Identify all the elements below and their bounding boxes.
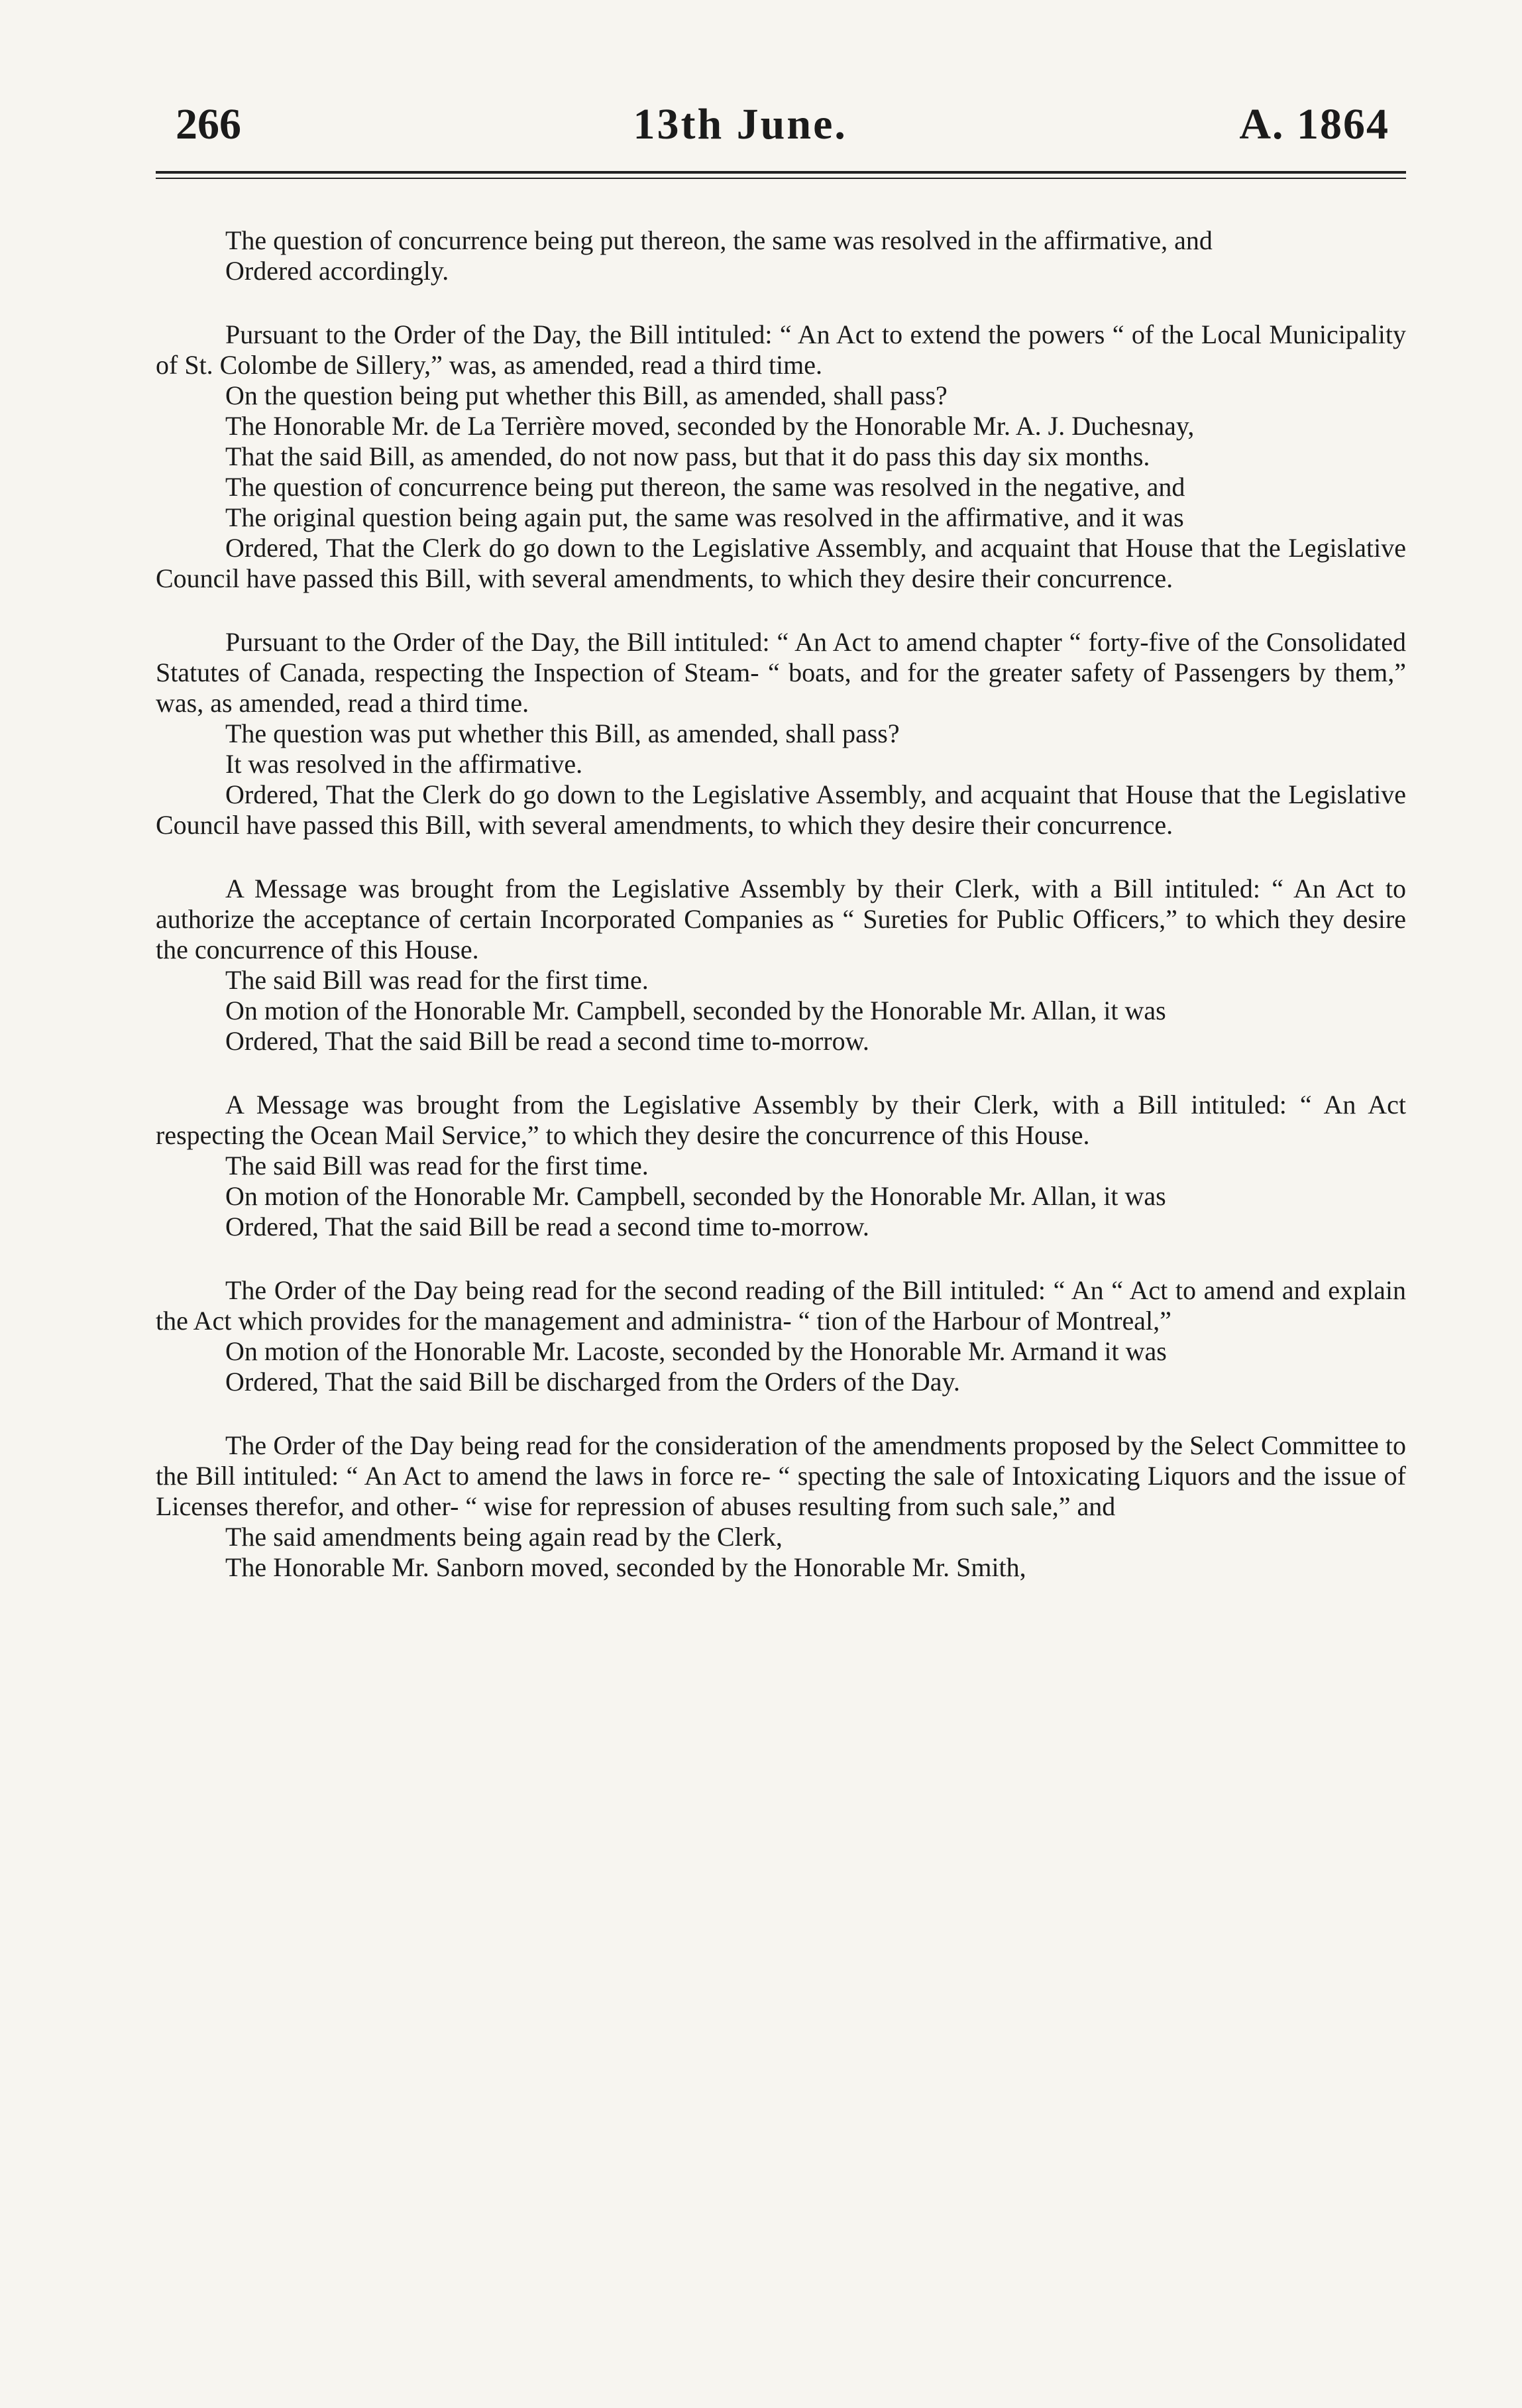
header-rule-thick bbox=[156, 171, 1406, 174]
paragraph-gap bbox=[156, 594, 1406, 627]
journal-body bbox=[156, 225, 1406, 1583]
header-date: 13th June. bbox=[633, 100, 847, 148]
journal-paragraph: On motion of the Honorable Mr. Campbell, seconded by the Honorable Mr. Allan, it was bbox=[225, 1181, 1166, 1211]
journal-paragraph: Ordered accordingly. bbox=[225, 256, 449, 286]
journal-paragraph: Ordered, That the said Bill be discharged from the Orders of the Day. bbox=[225, 1367, 960, 1397]
journal-paragraph: The question was put whether this Bill, as amended, shall pass? bbox=[225, 718, 900, 748]
journal-paragraph: The Honorable Mr. de La Terrière moved, seconded by the Honorable Mr. A. J. Duchesnay, bbox=[225, 411, 1195, 441]
journal-paragraph: The said Bill was read for the first time. bbox=[225, 1151, 649, 1180]
journal-paragraph: Pursuant to the Order of the Day, the Bill intituled: “ An Act to extend the powers “ of the Local Municipality of St. Colombe de Sillery,” was, as amended, read a third time. bbox=[156, 319, 1406, 380]
journal-paragraph: The Honorable Mr. Sanborn moved, seconded by the Honorable Mr. Smith, bbox=[225, 1552, 1026, 1582]
journal-paragraph: The question of concurrence being put thereon, the same was resolved in the negative, and bbox=[225, 472, 1185, 502]
header-rule-thin bbox=[156, 178, 1406, 179]
journal-paragraph: Pursuant to the Order of the Day, the Bill intituled: “ An Act to amend chapter “ forty-five of the Consolidated Statutes of Canada, respecting the Inspection of Steam- “ boats, and for the greater safety of Passengers by them,” was, as amended, read a third time. bbox=[156, 627, 1406, 718]
journal-paragraph: On motion of the Honorable Mr. Campbell, seconded by the Honorable Mr. Allan, it was bbox=[225, 996, 1166, 1025]
journal-paragraph: That the said Bill, as amended, do not now pass, but that it do pass this day six months. bbox=[225, 441, 1150, 471]
journal-paragraph: The original question being again put, the same was resolved in the affirmative, and it was bbox=[225, 502, 1184, 532]
page-number: 266 bbox=[176, 100, 241, 148]
paragraph-gap bbox=[156, 1397, 1406, 1430]
journal-paragraph: It was resolved in the affirmative. bbox=[225, 749, 583, 779]
journal-paragraph: The Order of the Day being read for the second reading of the Bill intituled: “ An “ Act to amend and explain the Act which provides for the management and administra- “ tion of the Harbour of Montreal,” bbox=[156, 1275, 1406, 1336]
journal-paragraph: On motion of the Honorable Mr. Lacoste, seconded by the Honorable Mr. Armand it was bbox=[225, 1336, 1167, 1366]
paragraph-gap bbox=[156, 286, 1406, 319]
paragraph-gap bbox=[156, 840, 1406, 874]
running-header bbox=[156, 99, 1406, 159]
journal-paragraph: The question of concurrence being put thereon, the same was resolved in the affirmative, and bbox=[225, 225, 1213, 255]
journal-paragraph: A Message was brought from the Legislative Assembly by their Clerk, with a Bill intituled: “ An Act to authorize the acceptance of certain Incorporated Companies as “ Sureties for Public Officers,” to which they desire the concurrence of this House. bbox=[156, 874, 1406, 964]
journal-paragraph: On the question being put whether this Bill, as amended, shall pass? bbox=[225, 380, 948, 410]
paragraph-gap bbox=[156, 1242, 1406, 1275]
journal-paragraph: Ordered, That the said Bill be read a second time to-morrow. bbox=[225, 1212, 869, 1241]
journal-paragraph: Ordered, That the Clerk do go down to the Legislative Assembly, and acquaint that House that the Legislative Council have passed this Bill, with several amendments, to which they desire their concurrence. bbox=[156, 533, 1406, 593]
header-year: A. 1864 bbox=[1239, 100, 1389, 148]
journal-paragraph: A Message was brought from the Legislative Assembly by their Clerk, with a Bill intituled: “ An Act respecting the Ocean Mail Service,” to which they desire the concurrence of this House. bbox=[156, 1090, 1406, 1150]
journal-paragraph: The said Bill was read for the first time. bbox=[225, 965, 649, 995]
paragraph-gap bbox=[156, 1057, 1406, 1090]
journal-paragraph: The Order of the Day being read for the consideration of the amendments proposed by the Select Committee to the Bill intituled: “ An Act to amend the laws in force re- “ specting the sale of Intoxicating Liquors and the issue of Licenses therefor, and other- “ wise for repression of abuses resulting from such sale,” and bbox=[156, 1430, 1406, 1521]
journal-paragraph: The said amendments being again read by the Clerk, bbox=[225, 1522, 783, 1552]
journal-paragraph: Ordered, That the Clerk do go down to the Legislative Assembly, and acquaint that House that the Legislative Council have passed this Bill, with several amendments, to which they desire their concurrence. bbox=[156, 779, 1406, 840]
journal-paragraph: Ordered, That the said Bill be read a second time to-morrow. bbox=[225, 1026, 869, 1056]
